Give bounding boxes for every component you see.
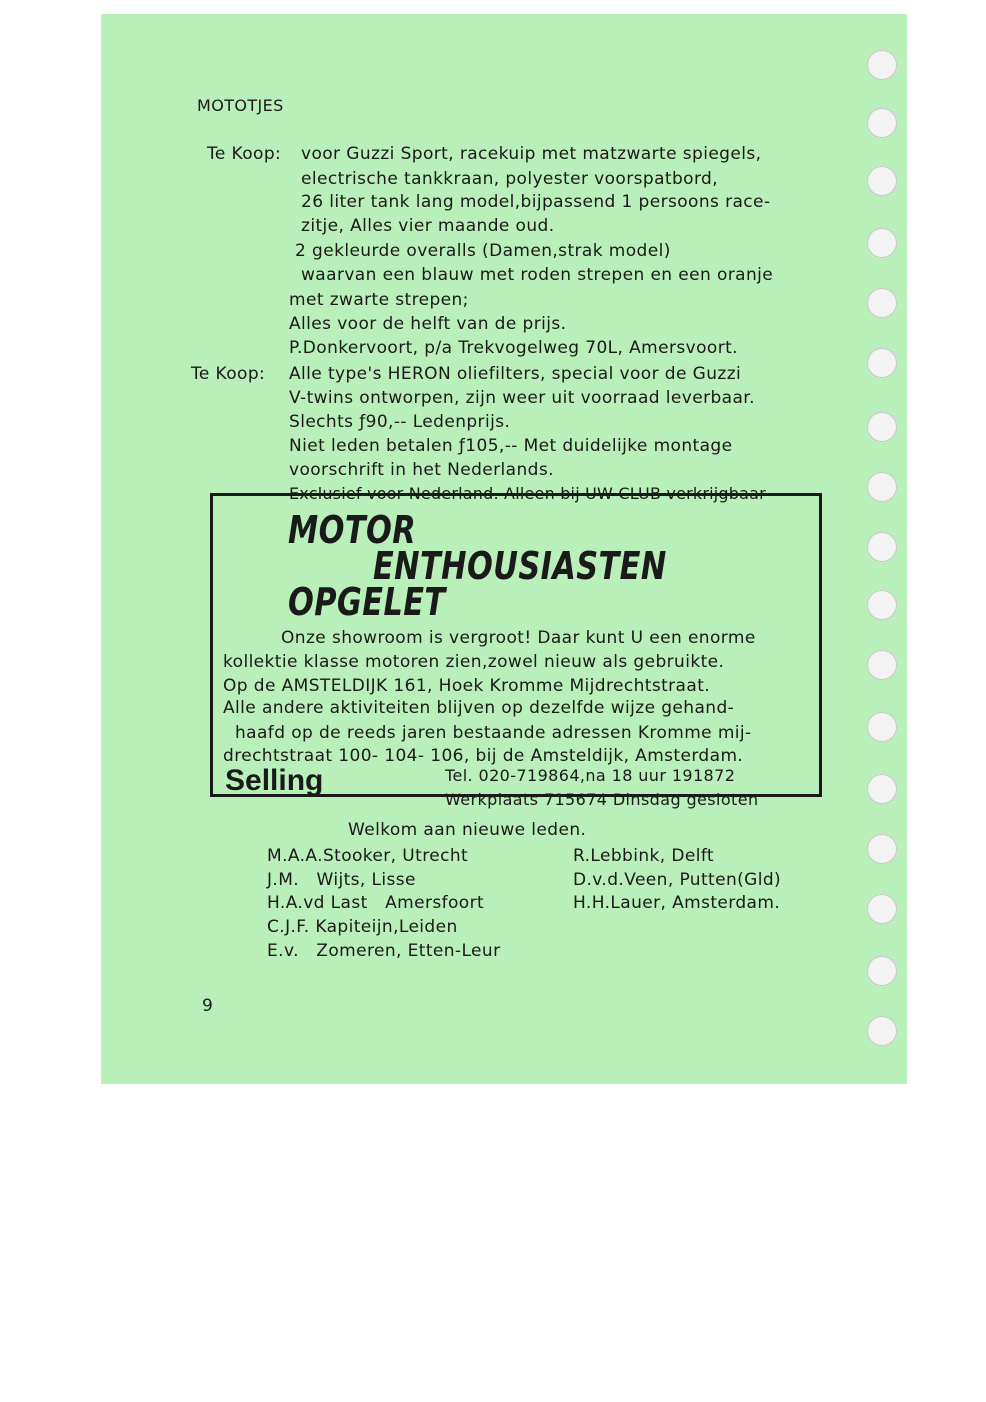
member-left: M.A.A.Stooker, Utrecht (267, 846, 469, 866)
member-left: J.M. Wijts, Lisse (267, 870, 416, 890)
ad1-line: P.Donkervoort, p/a Trekvogelweg 70L, Amersvoort. (289, 338, 738, 358)
advert-headline-1: MOTOR (288, 508, 417, 552)
advert-line: drechtstraat 100- 104- 106, bij de Amsteldijk, Amsterdam. (223, 746, 744, 766)
welcome-title: Welkom aan nieuwe leden. (348, 820, 587, 840)
binder-hole (867, 228, 897, 258)
ad2-line: Niet leden betalen ƒ105,-- Met duidelijke montage (289, 436, 733, 456)
member-left: H.A.vd Last Amersfoort (267, 893, 485, 913)
binder-hole (867, 348, 897, 378)
binder-hole (867, 774, 897, 804)
member-right: D.v.d.Veen, Putten(Gld) (573, 870, 782, 890)
advert-workshop: Werkplaats 715674 Dinsdag gesloten (445, 790, 759, 809)
ad2-label: Te Koop: (191, 364, 266, 384)
member-left: E.v. Zomeren, Etten-Leur (267, 941, 501, 961)
binder-hole (867, 412, 897, 442)
ad1-line: Alles voor de helft van de prijs. (289, 314, 567, 334)
ad2-line: voorschrift in het Nederlands. (289, 460, 554, 480)
binder-hole (867, 472, 897, 502)
page-number: 9 (202, 996, 213, 1016)
binder-hole (867, 166, 897, 196)
selling-logo: Selling (225, 764, 324, 797)
section-title: MOTOTJES (197, 96, 284, 115)
advert-phone: Tel. 020-719864,na 18 uur 191872 (445, 766, 736, 785)
ad1-line: 26 liter tank lang model,bijpassend 1 persoons race- (301, 192, 771, 212)
ad1-line: voor Guzzi Sport, racekuip met matzwarte spiegels, (301, 144, 762, 164)
advert-headline-2: ENTHOUSIASTEN (373, 544, 667, 588)
ad1-line: met zwarte strepen; (289, 290, 469, 310)
advert-box (210, 493, 822, 809)
ad1-line: electrische tankkraan, polyester voorspatbord, (301, 169, 719, 189)
member-right: R.Lebbink, Delft (573, 846, 714, 866)
member-right: H.H.Lauer, Amsterdam. (573, 893, 781, 913)
binder-hole (867, 590, 897, 620)
ad2-line: Alle type's HERON oliefilters, special voor de Guzzi (289, 364, 742, 384)
binder-hole (867, 650, 897, 680)
binder-hole (867, 1016, 897, 1046)
advert-headline-3: OPGELET (288, 580, 446, 624)
green-page (101, 14, 907, 1084)
advert-line: Op de AMSTELDIJK 161, Hoek Kromme Mijdrechtstraat. (223, 676, 711, 696)
binder-hole (867, 532, 897, 562)
advert-line: haafd op de reeds jaren bestaande adressen Kromme mij- (235, 723, 752, 743)
ad1-line: 2 gekleurde overalls (Damen,strak model) (295, 241, 671, 261)
binder-hole (867, 712, 897, 742)
ad2-line: Exclusief voor Nederland. Alleen bij UW CLUB verkrijgbaar (289, 484, 766, 503)
ad2-line: Slechts ƒ90,-- Ledenprijs. (289, 412, 511, 432)
binder-hole (867, 50, 897, 80)
member-left: C.J.F. Kapiteijn,Leiden (267, 917, 458, 937)
binder-hole (867, 108, 897, 138)
advert-line: Alle andere aktiviteiten blijven op dezelfde wijze gehand- (223, 698, 735, 718)
ad1-line: zitje, Alles vier maande oud. (301, 216, 555, 236)
binder-hole (867, 894, 897, 924)
binder-hole (867, 834, 897, 864)
advert-line: kollektie klasse motoren zien,zowel nieuw als gebruikte. (223, 652, 725, 672)
ad2-line: V-twins ontworpen, zijn weer uit voorraad leverbaar. (289, 388, 755, 408)
binder-hole (867, 288, 897, 318)
binder-hole (867, 956, 897, 986)
ad1-line: waarvan een blauw met roden strepen en een oranje (301, 265, 774, 285)
ad1-label: Te Koop: (207, 144, 282, 164)
advert-line: Onze showroom is vergroot! Daar kunt U een enorme (281, 628, 756, 648)
